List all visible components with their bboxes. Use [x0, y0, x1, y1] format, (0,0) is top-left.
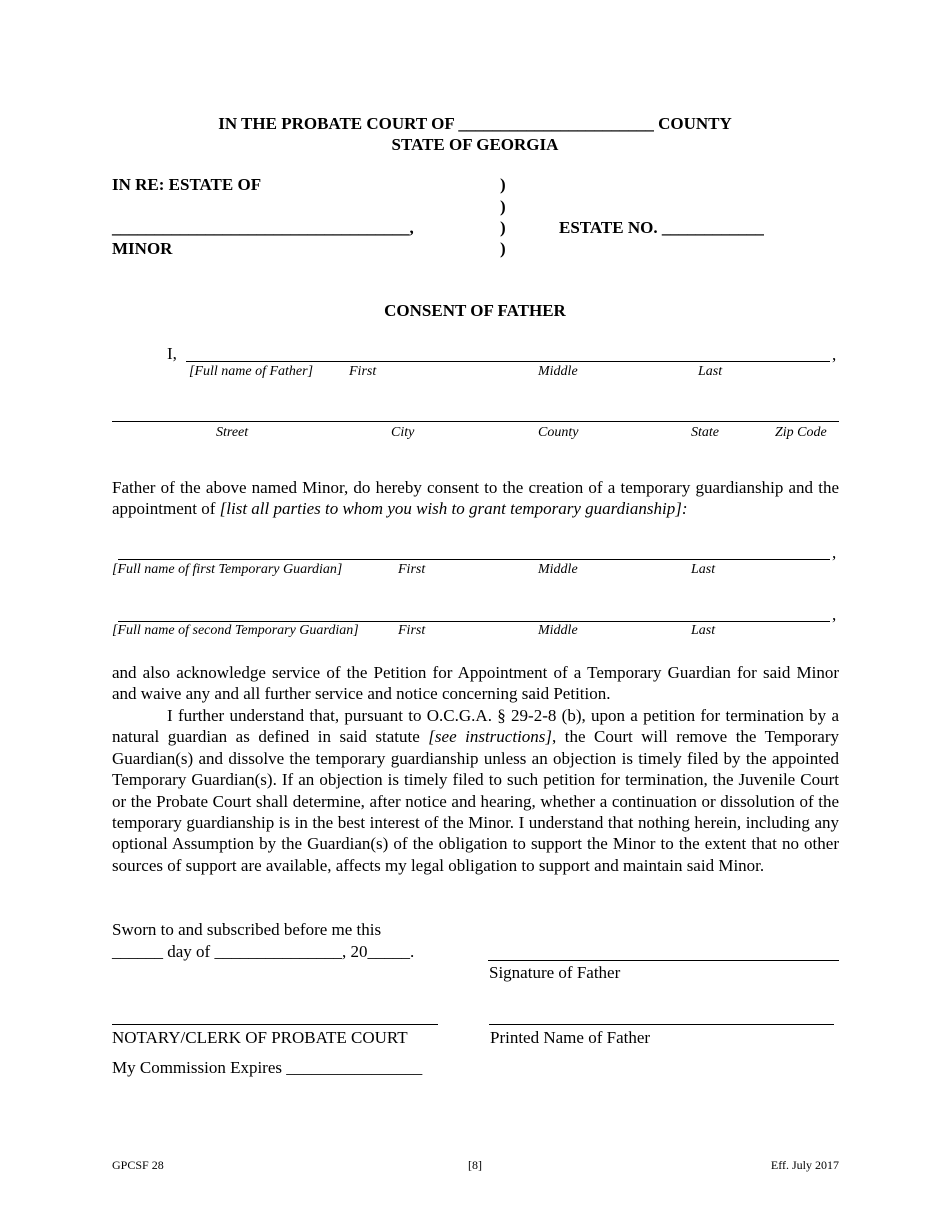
second-guardian-line[interactable] — [118, 621, 830, 622]
first-label: First — [398, 623, 426, 638]
estate-number-field[interactable]: ESTATE NO. ____________ — [559, 218, 764, 237]
father-intro: I, — [167, 344, 177, 363]
last-label: Last — [691, 562, 716, 577]
last-label: Last — [691, 623, 716, 638]
consent-paragraph — [112, 477, 839, 520]
father-name-label: [Full name of Father] — [189, 364, 314, 379]
trailing-comma: , — [832, 345, 837, 364]
page-number: [8] — [468, 1158, 482, 1172]
caption-paren: ) — [500, 218, 506, 237]
father-address-line[interactable] — [112, 421, 839, 422]
second-guardian-label: [Full name of second Temporary Guardian] — [112, 623, 359, 638]
father-name-line[interactable] — [186, 361, 830, 362]
understanding-paragraph — [112, 705, 839, 876]
court-heading: IN THE PROBATE COURT OF _______________________ COUNTY — [218, 114, 732, 133]
middle-label: Middle — [538, 364, 578, 379]
caption-paren: ) — [500, 239, 506, 258]
city-label: City — [391, 425, 415, 440]
state-label: State — [691, 425, 719, 440]
street-label: Street — [216, 425, 249, 440]
county-label: County — [538, 425, 579, 440]
caption-paren: ) — [500, 175, 506, 194]
acknowledge-paragraph: and also acknowledge service of the Petition for Appointment of a Temporary Guardian for said Minor and waive any and all further service and notice concerning said Petition. — [112, 663, 839, 704]
last-label: Last — [698, 364, 723, 379]
consent-text: Father of the above named Minor, do hereby consent to the creation of a temporary guardianship and the appointment of — [112, 478, 839, 519]
first-label: First — [349, 364, 377, 379]
effective-date: Eff. July 2017 — [770, 1158, 839, 1172]
in-re-label: IN RE: ESTATE OF — [112, 175, 262, 194]
sworn-text: Sworn to and subscribed before me this — [112, 920, 382, 939]
state-heading: STATE OF GEORGIA — [391, 135, 559, 154]
notary-label: NOTARY/CLERK OF PROBATE COURT — [112, 1028, 408, 1047]
caption-paren: ) — [500, 197, 506, 216]
zip-label: Zip Code — [775, 425, 827, 440]
document-title: CONSENT OF FATHER — [384, 301, 566, 320]
trailing-comma: , — [832, 543, 837, 562]
father-signature-line[interactable] — [488, 960, 839, 961]
form-id: GPCSF 28 — [112, 1158, 164, 1172]
middle-label: Middle — [538, 562, 578, 577]
middle-label: Middle — [538, 623, 578, 638]
printed-name-label: Printed Name of Father — [490, 1028, 651, 1047]
first-guardian-line[interactable] — [118, 559, 830, 560]
first-guardian-label: [Full name of first Temporary Guardian] — [112, 562, 343, 577]
notary-signature-line[interactable] — [112, 1024, 438, 1025]
printed-name-line[interactable] — [489, 1024, 834, 1025]
understanding-text-2: , the Court will remove the Temporary Guardian(s) and dissolve the temporary guardianship unless an objection is timely filed by the appointed Temporary Guardian(s). If an objection is timely filed to such petition for termination, the Juvenile Court or the Probate Court shall determine, after notice and hearing, whether a continuation or dissolution of the temporary guardianship is in the best interest of the Minor. I understand that nothing herein, including any optional Assumption by the Guardian(s) of the obligation to support the Minor to the extent that no other sources of support are available, affects my legal obligation to support and maintain said Minor. — [112, 727, 839, 875]
date-fields[interactable]: ______ day of _______________, 20_____. — [112, 942, 415, 961]
see-instructions: [see instructions] — [428, 727, 553, 747]
first-label: First — [398, 562, 426, 577]
understanding-text-1: I further understand that, pursuant to O.C.G.A. § 29-2-8 (b), upon a petition for termination by a natural guardian as defined in said statute — [112, 706, 839, 747]
signature-of-father-label: Signature of Father — [489, 963, 621, 982]
minor-label: MINOR — [112, 239, 173, 258]
consent-instruction: [list all parties to whom you wish to grant temporary guardianship]: — [219, 499, 688, 519]
minor-name-blank[interactable]: ___________________________________, — [112, 218, 414, 237]
commission-expires-field[interactable]: My Commission Expires ________________ — [112, 1058, 423, 1077]
trailing-comma: , — [832, 605, 837, 624]
